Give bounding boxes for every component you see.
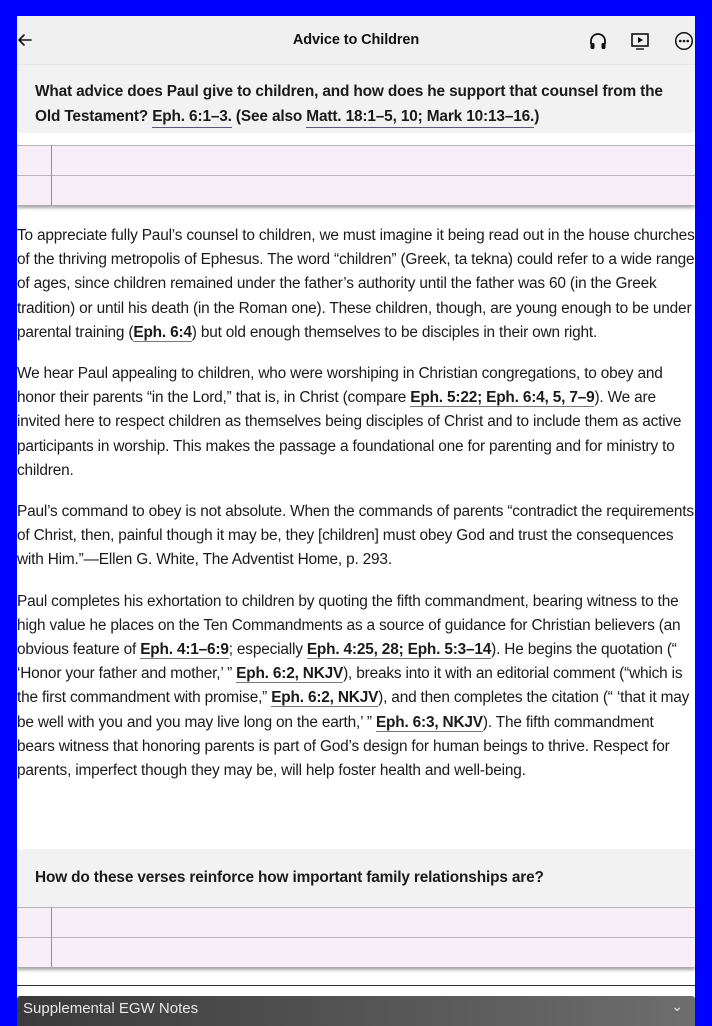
question-block bbox=[17, 64, 695, 133]
ruled-line bbox=[17, 175, 695, 176]
bible-ref-link[interactable]: Eph. 5:22; Eph. 6:4, 5, 7–9 bbox=[410, 389, 595, 407]
lesson-body bbox=[17, 224, 695, 800]
bible-ref-link[interactable]: Eph. 6:2, NKJV bbox=[271, 689, 379, 707]
ruled-line bbox=[17, 145, 695, 146]
answer-notes-field[interactable] bbox=[17, 145, 695, 205]
more-options-icon bbox=[674, 31, 694, 51]
video-button[interactable] bbox=[629, 30, 651, 52]
paragraph: Paul’s command to obey is not absolute. When the commands of parents “contradict the requirements of Christ, then, painful though it may be, they [children] must obey God and trust the consequences with Him.”—Ellen G. White, The Adventist Home, p. 293. bbox=[17, 503, 694, 569]
top-bar bbox=[17, 16, 695, 64]
answer-notes-field[interactable] bbox=[17, 907, 695, 967]
bible-ref-link[interactable]: Eph. 6:4 bbox=[133, 323, 192, 341]
bible-ref-link[interactable]: Eph. 4:25, 28; Eph. 5:3–14 bbox=[306, 641, 492, 659]
headphones-icon bbox=[588, 31, 608, 51]
bible-ref-link[interactable]: Eph. 6:2, NKJV bbox=[236, 665, 344, 683]
paragraph: We hear Paul appealing to children, who were worshiping in Christian congregations, to obey and honor their parents “in the Lord,” that is, in Christ (compare Eph. 5:22; Eph. 6:4, 5, 7–9). We are invited here to respect children as themselves being disciples of Christ and to include them as active participants in worship. This makes the passage a foundational one for parenting and for ministry to children. bbox=[17, 365, 682, 479]
ruled-line bbox=[17, 907, 695, 908]
question-text: What advice does Paul give to children, and how does he support that counsel from the Old Testament? Eph. 6:1–3. (See also Matt. 18:1–5, 10; Mark 10:13–16.) bbox=[35, 79, 685, 129]
video-play-icon bbox=[630, 31, 650, 51]
margin-line bbox=[51, 907, 52, 967]
supplemental-notes-label: Supplemental EGW Notes bbox=[23, 1000, 199, 1017]
divider bbox=[17, 985, 695, 986]
audio-button[interactable] bbox=[587, 30, 609, 52]
ruled-line bbox=[17, 937, 695, 938]
bible-ref-link[interactable]: Eph. 4:1–6:9 bbox=[140, 641, 229, 659]
question-block bbox=[17, 849, 695, 907]
page-title: Advice to Children bbox=[292, 32, 420, 48]
question-text: How do these verses reinforce how important family relationships are? bbox=[35, 869, 544, 886]
chevron-down-icon: ⌄ bbox=[671, 998, 683, 1014]
supplemental-notes-toggle[interactable] bbox=[17, 996, 695, 1026]
bible-ref-link[interactable]: Eph. 6:1–3. bbox=[152, 108, 232, 128]
paragraph: Paul completes his exhortation to children by quoting the fifth commandment, bearing witness to the high value he places on the Ten Commandments as a source of guidance for Christian believers (an obvious feature of Eph. 4:1–6:9; especially Eph. 4:25, 28; Eph. 5:3–14). He begins the quotation (“ ‘Honor your father and mother,’ ” Eph. 6:2, NKJV), breaks into it with an editorial comment (“which is the first commandment with promise,” Eph. 6:2, NKJV), and then completes the citation (“ ‘that it may be well with you and you may live long on the earth,’ ” Eph. 6:3, NKJV). The fifth commandment bears witness that honoring parents is part of God’s design for human beings to thrive. Respect for parents, imperfect though they may be, will help foster health and well-being. bbox=[17, 592, 690, 780]
paragraph: To appreciate fully Paul’s counsel to children, we must imagine it being read out in the house churches of the thriving metropolis of Ephesus. The word “children” (Greek, ta tekna) could refer to a wide range of ages, since children remained under the father’s authority until the father was 60 (in the Greek tradition) or until his death (in the Roman one). These children, though, are young enough to be under parental training (Eph. 6:4) but old enough themselves to be disciples in their own right. bbox=[17, 227, 695, 341]
margin-line bbox=[51, 145, 52, 205]
bible-ref-link[interactable]: Eph. 6:3, NKJV bbox=[375, 713, 483, 731]
lesson-screen bbox=[17, 16, 695, 1017]
bible-ref-link[interactable]: Matt. 18:1–5, 10; Mark 10:13–16. bbox=[306, 108, 534, 128]
more-options-button[interactable] bbox=[673, 30, 695, 52]
